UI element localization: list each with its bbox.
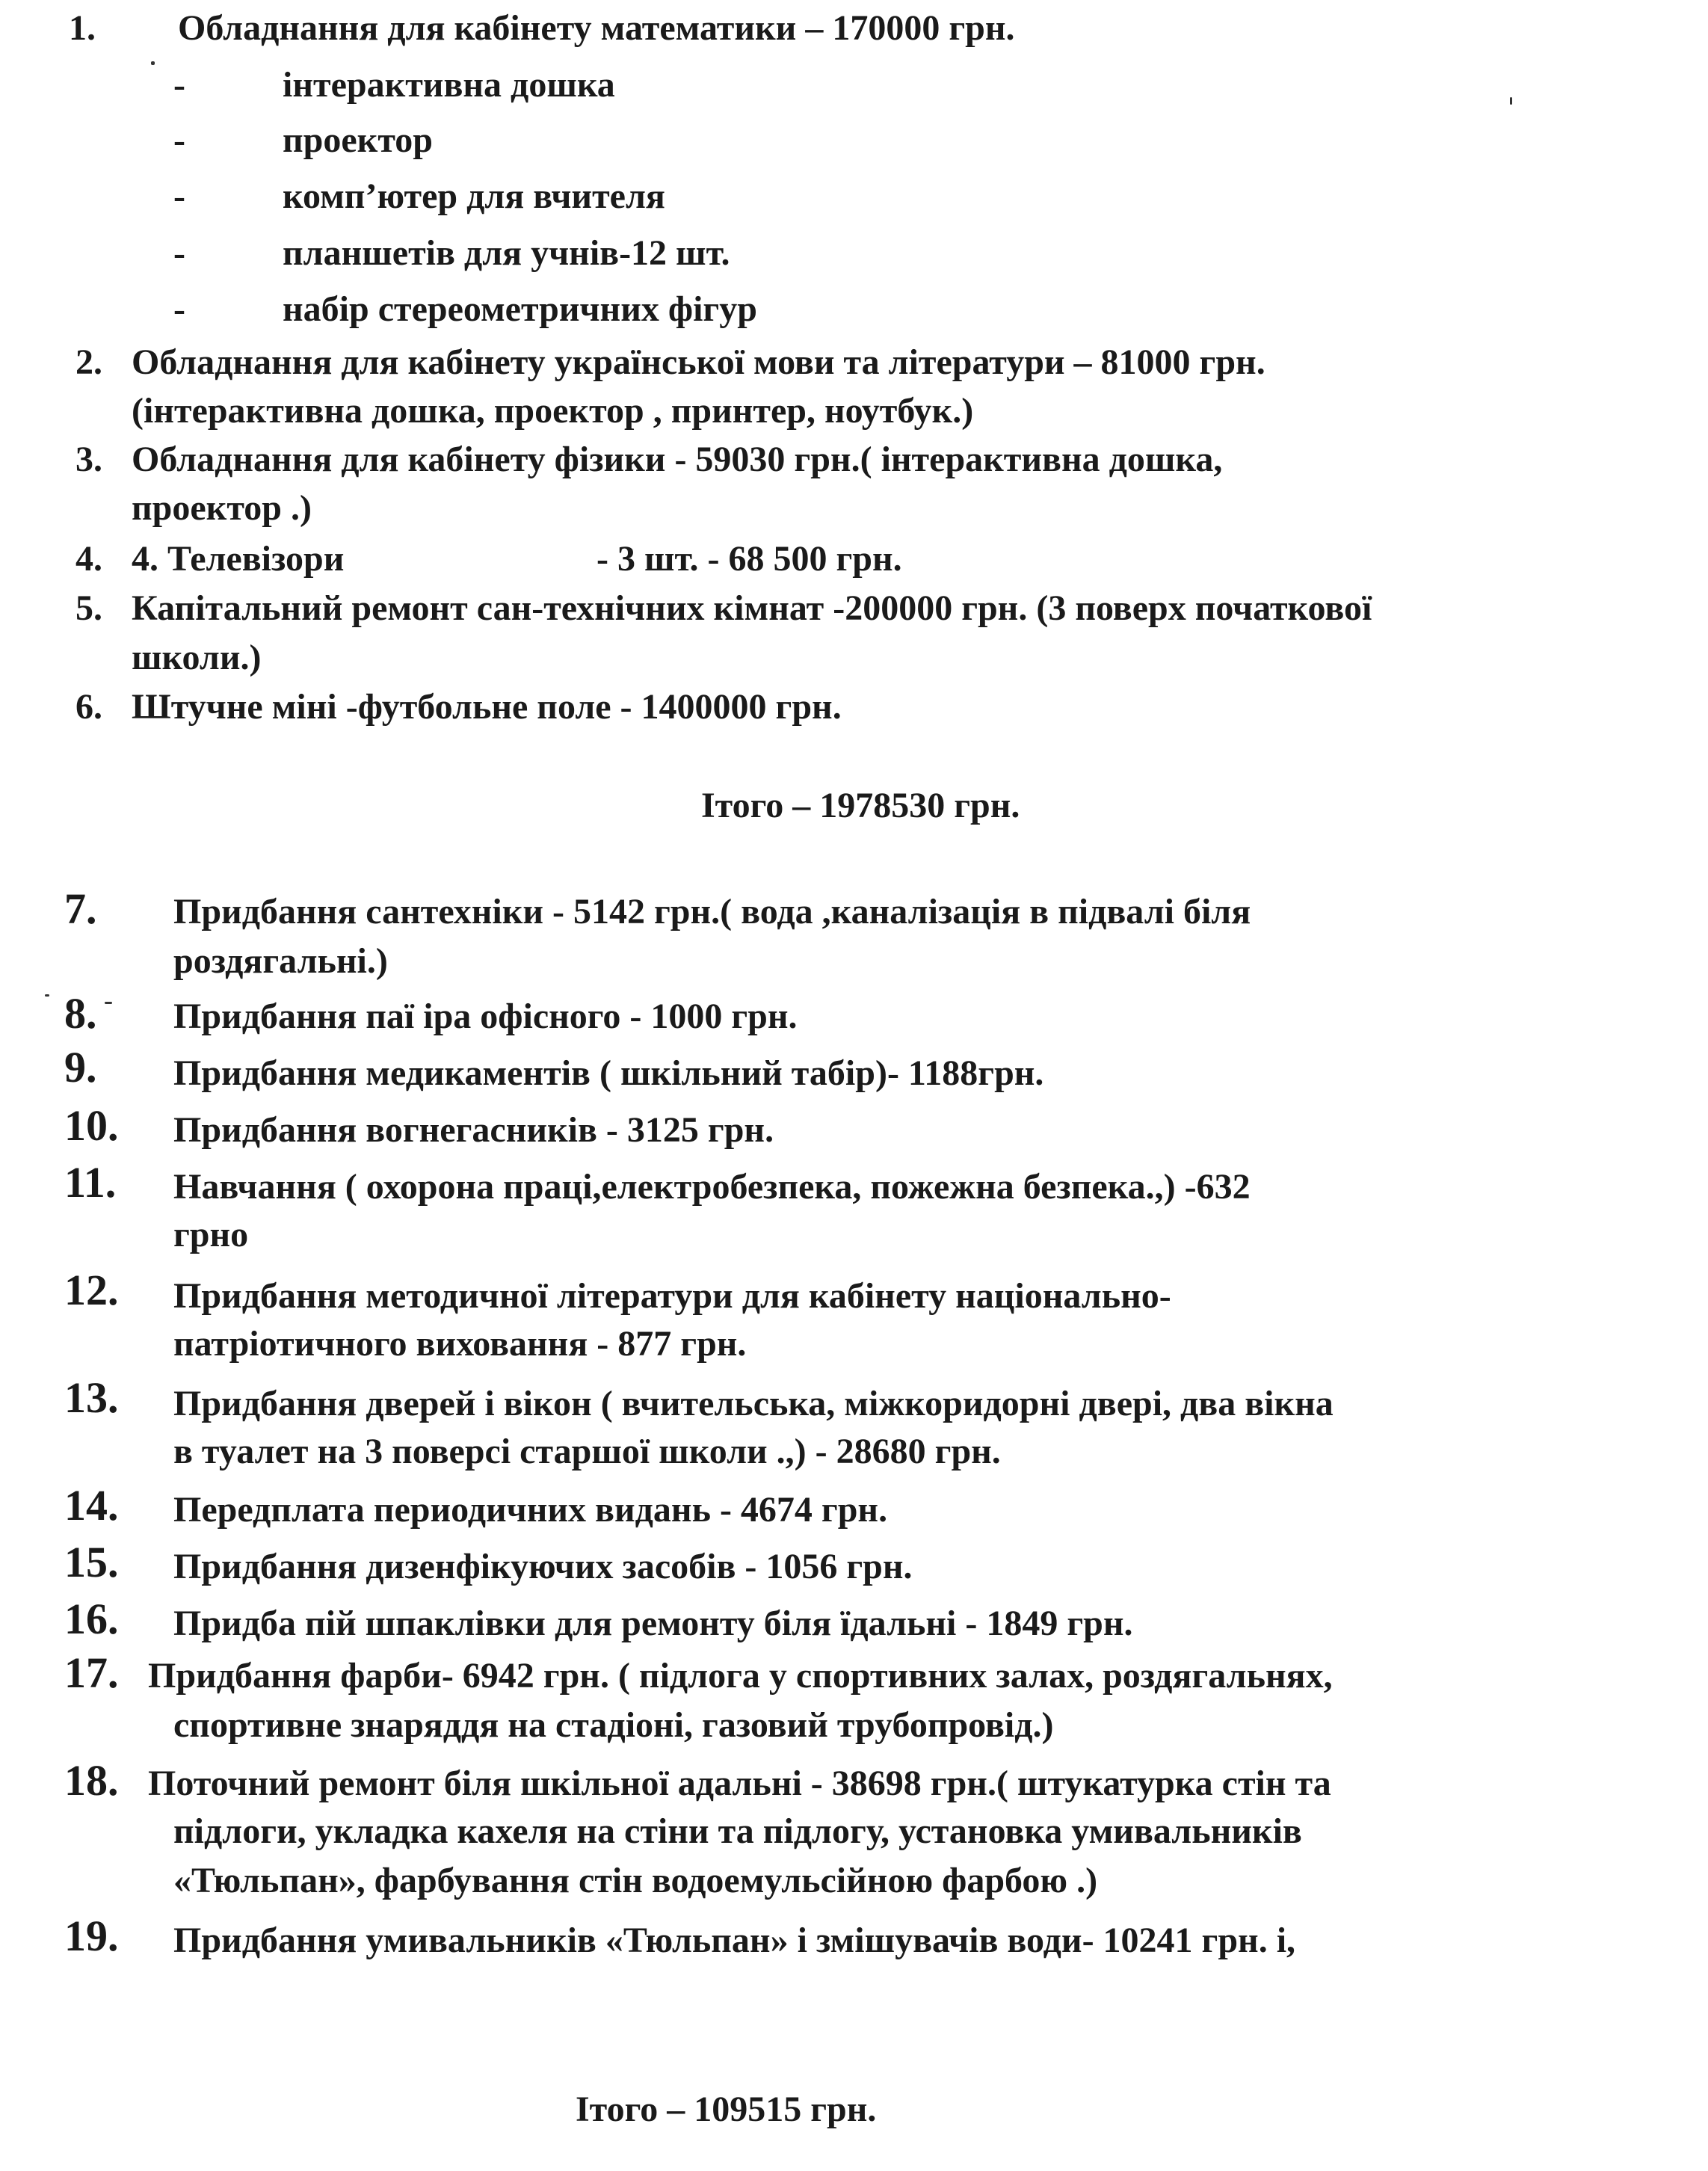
item-text-continued: спортивне знаряддя на стадіоні, газовий трубопровід.) — [173, 1705, 1054, 1745]
subitem-dash: - — [173, 65, 185, 105]
item-number: 8. — [64, 989, 97, 1038]
item-number: 11. — [64, 1158, 117, 1207]
subitem-text: проектор — [283, 120, 433, 160]
item-text: Придбання фарби- 6942 грн. ( підлога у спортивних залах, роздягальнях, — [148, 1656, 1333, 1696]
subitem-text: інтерактивна дошка — [283, 65, 615, 105]
scan-speck — [151, 61, 155, 65]
section-total: Ітого – 109515 грн. — [576, 2090, 877, 2129]
item-text-continued: «Тюльпан», фарбування стін водоемульсійною фарбою .) — [173, 1861, 1098, 1900]
item-number: 10. — [64, 1101, 119, 1150]
item-number: 16. — [64, 1595, 119, 1643]
scan-speck — [1510, 97, 1512, 105]
item-number: 18. — [64, 1756, 119, 1805]
item-number: 17. — [64, 1648, 119, 1697]
item-text: Навчання ( охорона праці,електробезпека, пожежна безпека.,) -632 — [173, 1167, 1251, 1207]
item-text: Придбання паї іра офісного - 1000 грн. — [173, 997, 798, 1036]
item-text: Придба пій шпаклівки для ремонту біля їдальні - 1849 грн. — [173, 1604, 1133, 1643]
item-number: 15. — [64, 1538, 119, 1586]
subitem-dash: - — [173, 176, 185, 216]
item-text: Придбання умивальників «Тюльпан» і змішувачів води- 10241 грн. і, — [173, 1921, 1296, 1960]
item-text-continued: проектор .) — [132, 488, 312, 528]
item-number: 19. — [64, 1912, 119, 1960]
item-number: 9. — [64, 1043, 97, 1091]
item-text: Обладнання для кабінету фізики - 59030 грн.( інтерактивна дошка, — [132, 440, 1223, 479]
section-total: Ітого – 1978530 грн. — [701, 786, 1020, 825]
subitem-dash: - — [173, 233, 185, 273]
item-label: 4. Телевізори — [132, 539, 345, 579]
item-text: Обладнання для кабінету української мови та літератури – 81000 грн. — [132, 342, 1265, 382]
item-text: Придбання дизенфікуючих засобів - 1056 грн. — [173, 1547, 913, 1586]
item-number: 2. — [75, 342, 102, 382]
item-number: 4. — [75, 539, 102, 579]
subitem-text: планшетів для учнів-12 шт. — [283, 233, 730, 273]
item-text-continued: в туалет на 3 поверсі старшої школи .,) - 28680 грн. — [173, 1432, 1001, 1471]
item-text: Штучне міні -футбольне поле - 1400000 грн. — [132, 687, 842, 727]
subitem-dash: - — [173, 289, 185, 329]
item-text: Придбання медикаментів ( шкільний табір)- 1188грн. — [173, 1053, 1044, 1093]
item-text: Капітальний ремонт сан-технічних кімнат -200000 грн. (3 поверх початкової — [132, 588, 1372, 628]
item-number: 6. — [75, 687, 102, 727]
item-text: Обладнання для кабінету математики – 170000 грн. — [178, 8, 1015, 48]
item-value: - 3 шт. - 68 500 грн. — [596, 539, 902, 579]
scan-speck — [45, 994, 49, 997]
item-text: Передплата периодичних видань - 4674 грн. — [173, 1490, 888, 1530]
item-text-continued: школи.) — [132, 638, 262, 677]
item-text: Придбання вогнегасників - 3125 грн. — [173, 1110, 774, 1150]
item-text-continued: патріотичного виховання - 877 грн. — [173, 1324, 747, 1364]
item-number: 1. — [69, 8, 96, 48]
item-number: 14. — [64, 1481, 119, 1530]
item-text-continued: підлоги, укладка кахеля на стіни та підлогу, установка умивальників — [173, 1811, 1302, 1851]
item-number: 5. — [75, 588, 102, 628]
item-text: Поточний ремонт біля шкільної адальні - 38698 грн.( штукатурка стін та — [148, 1764, 1331, 1803]
item-text: Придбання методичної літератури для кабінету національно- — [173, 1276, 1171, 1316]
item-number: 7. — [64, 884, 97, 933]
item-text-continued: грно — [173, 1215, 249, 1254]
item-number: 13. — [64, 1373, 119, 1422]
item-text: Придбання сантехніки - 5142 грн.( вода ,каналізація в підвалі біля — [173, 892, 1251, 931]
item-text-continued: (інтерактивна дошка, проектор , принтер, ноутбук.) — [132, 391, 974, 431]
item-text-continued: роздягальні.) — [173, 941, 388, 981]
subitem-text: набір стереометричних фігур — [283, 289, 757, 329]
subitem-text: комп’ютер для вчителя — [283, 176, 665, 216]
scan-speck — [105, 1002, 112, 1004]
item-number: 3. — [75, 440, 102, 479]
subitem-dash: - — [173, 120, 185, 160]
item-number: 12. — [64, 1266, 119, 1314]
item-text: Придбання дверей і вікон ( вчительська, міжкоридорні двері, два вікна — [173, 1384, 1334, 1423]
